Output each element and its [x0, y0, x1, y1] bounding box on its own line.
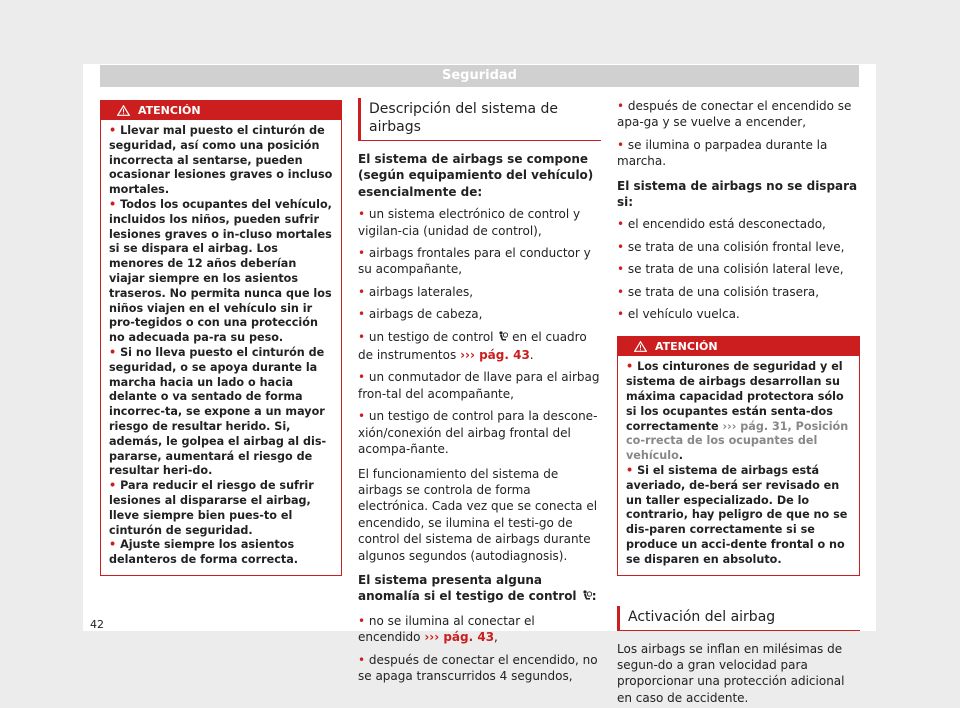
list-item: • se ilumina o parpadea durante la marcha.	[617, 137, 828, 169]
airbag-warning-icon	[581, 590, 592, 606]
list-item: • un testigo de control en el cuadro de instrumentos ››› pág. 43.	[358, 329, 587, 363]
no-deploy-heading: El sistema de airbags no se dispara si:	[617, 178, 858, 210]
warning-item: • Todos los ocupantes del vehículo, incluidos los niños, pueden sufrir lesiones graves o in-cluso mortales si se dispara el airbag. Los menores de 12 años deberían viajar siempre en los asientos traseros. No permita nunca que los niños viajen en el vehículo sin ir pro-tegidos o con una protección no adecuada pa-ra su peso.	[109, 197, 332, 345]
warning-body	[618, 356, 859, 574]
column-middle	[358, 98, 601, 684]
column-right	[617, 98, 860, 706]
warning-label: ATENCIÓN	[655, 340, 718, 354]
paragraph: Los airbags se inflan en milésimas de segun-do a gran velocidad para proporcionar una protección adicional en caso de accidente.	[617, 641, 845, 705]
warning-label: ATENCIÓN	[138, 104, 201, 117]
list-item: • se trata de una colisión trasera,	[617, 284, 820, 299]
warning-header	[618, 337, 859, 356]
intro-text: El sistema de airbags se compone (según equipamiento del vehículo) esencialmente de:	[358, 152, 594, 199]
list-item: • después de conectar el encendido se apa-ga y se vuelve a encender,	[617, 99, 852, 130]
page-number: 42	[90, 618, 104, 631]
warning-item: • Si no lleva puesto el cinturón de seguridad, o se apoya durante la marcha hacia un lado o hacia delante o va sentado de forma incorrec-ta, se expone a un mayor riesgo de resultar herido. Si, además, le golpea el airbag al dis-pararse, aumentará el riesgo de resultar heri-do.	[109, 345, 327, 478]
warning-item: • Para reducir el riesgo de sufrir lesiones al dispararse el airbag, lleve siempre bien pues-to el cinturón de seguridad.	[109, 479, 314, 537]
anomaly-heading: El sistema presenta alguna anomalía si el testigo de control :	[358, 572, 601, 607]
column-left	[100, 100, 342, 576]
page-reference-link[interactable]: ››› pág. 43	[460, 348, 530, 363]
section-title-description: Descripción del sistema de airbags	[358, 98, 601, 141]
list-item: • el encendido está desconectado,	[617, 217, 826, 232]
warning-box	[617, 336, 860, 575]
warning-box	[100, 100, 342, 576]
list-item: • después de conectar el encendido, no se apaga transcurridos 4 segundos,	[358, 652, 598, 683]
list-item: • el vehículo vuelca.	[617, 307, 740, 322]
page-reference-link[interactable]: ››› pág. 43	[424, 630, 495, 645]
list-item: • se trata de una colisión lateral leve,	[617, 262, 844, 277]
list-item: • airbags de cabeza,	[358, 307, 483, 322]
section-title-activation: Activación del airbag	[617, 606, 860, 631]
warning-item: • Los cinturones de seguridad y el sistema de airbags desarrollan su máxima capacidad protectora sólo si los ocupantes están senta-dos correctamente ››› pág. 31, Posición co-rrecta de los ocupantes del vehículo.	[626, 360, 849, 463]
warning-body	[101, 120, 341, 575]
warning-item: • Si el sistema de airbags está averiado, de-berá ser revisado en un taller especializado. De lo contrario, hay peligro de que no se dis-paren correctamente si se produce un acci-dente frontal o no se disparen en absoluto.	[626, 464, 848, 566]
warning-item: • Llevar mal puesto el cinturón de seguridad, así como una posición incorrecta al sentarse, pueden ocasionar lesiones graves o incluso mortales.	[109, 124, 333, 197]
list-item: • se trata de una colisión frontal leve,	[617, 239, 845, 254]
warning-triangle-icon	[117, 105, 130, 116]
warning-triangle-icon	[634, 341, 647, 352]
page-header: Seguridad	[100, 65, 859, 87]
page-reference-link[interactable]: ››› pág. 31, Posición co-rrecta de los ocupantes del vehículo	[626, 419, 849, 463]
airbag-warning-icon	[497, 331, 508, 347]
list-item: • airbags laterales,	[358, 284, 474, 299]
list-item: • un testigo de control para la descone-xión/conexión del airbag frontal del acompa-ñante.	[358, 409, 598, 457]
paragraph: El funcionamiento del sistema de airbags se controla de forma electrónica. Cada vez que se conecta el encendido, se ilumina el testi-go de control del sistema de airbags durante algunos segundos (autodiagnosis).	[358, 466, 598, 563]
list-item: • un conmutador de llave para el airbag fron-tal del acompañante,	[358, 370, 600, 401]
list-item: • un sistema electrónico de control y vigilan-cia (unidad de control),	[358, 207, 581, 238]
list-item: • airbags frontales para el conductor y su acompañante,	[358, 246, 591, 277]
warning-item: • Ajuste siempre los asientos delanteros de forma correcta.	[109, 538, 299, 567]
warning-header	[101, 101, 341, 120]
list-item: • no se ilumina al conectar el encendido ››› pág. 43,	[358, 613, 535, 645]
